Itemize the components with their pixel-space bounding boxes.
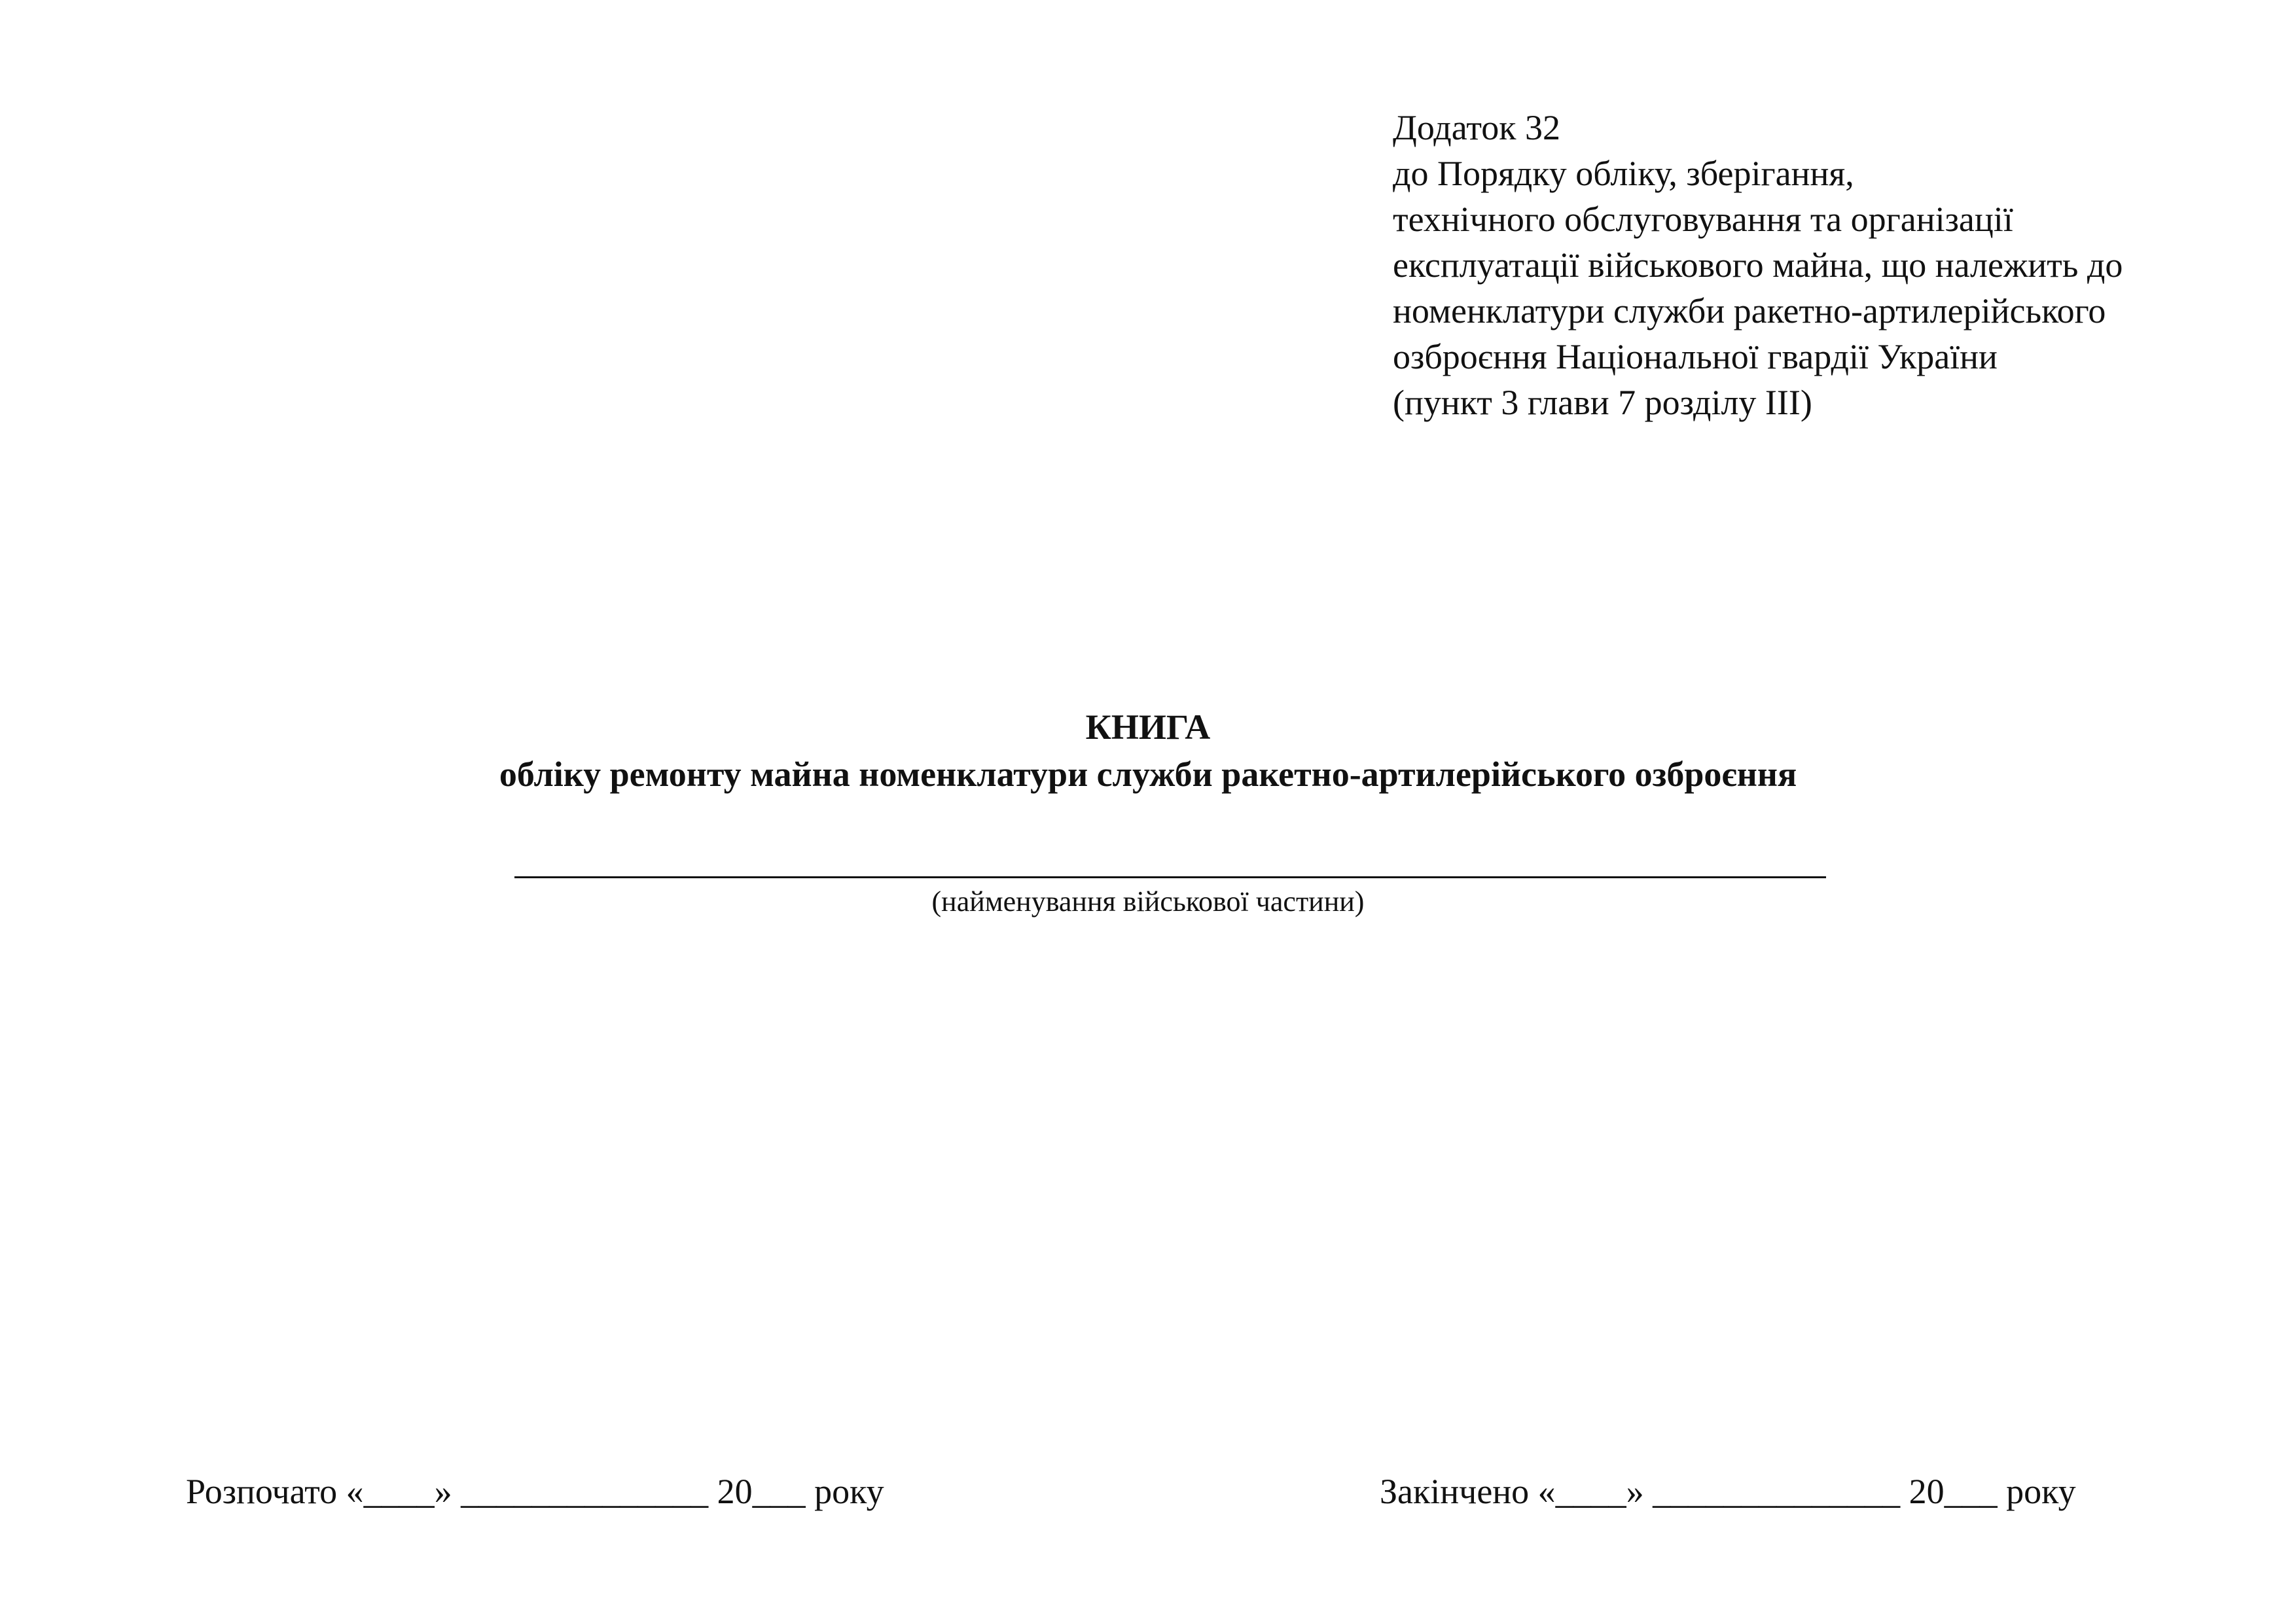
appendix-line-1: Додаток 32 (1393, 108, 1560, 147)
appendix-line-6: озброєння Національної гвардії України (1393, 337, 1998, 376)
end-date-line: Закінчено «____» ______________ 20___ року (1380, 1472, 2076, 1511)
document-title-block (0, 704, 2296, 798)
unit-name-caption: (найменування військової частини) (931, 885, 1365, 918)
appendix-line-3: технічного обслуговування та організації (1393, 200, 2013, 239)
appendix-line-2: до Порядку обліку, зберігання, (1393, 154, 1854, 193)
document-title: КНИГА (1085, 707, 1211, 747)
start-date-line: Розпочато «____» ______________ 20___ року (186, 1472, 884, 1511)
appendix-block (1393, 105, 2123, 425)
appendix-line-4: експлуатації військового майна, що належить до (1393, 245, 2123, 285)
appendix-line-7: (пункт 3 глави 7 розділу ІІІ) (1393, 383, 1812, 422)
document-subtitle: обліку ремонту майна номенклатури служби ракетно-артилерійського озброєння (499, 755, 1797, 794)
unit-name-line (514, 876, 1826, 878)
appendix-line-5: номенклатури служби ракетно-артилерійського (1393, 291, 2106, 330)
